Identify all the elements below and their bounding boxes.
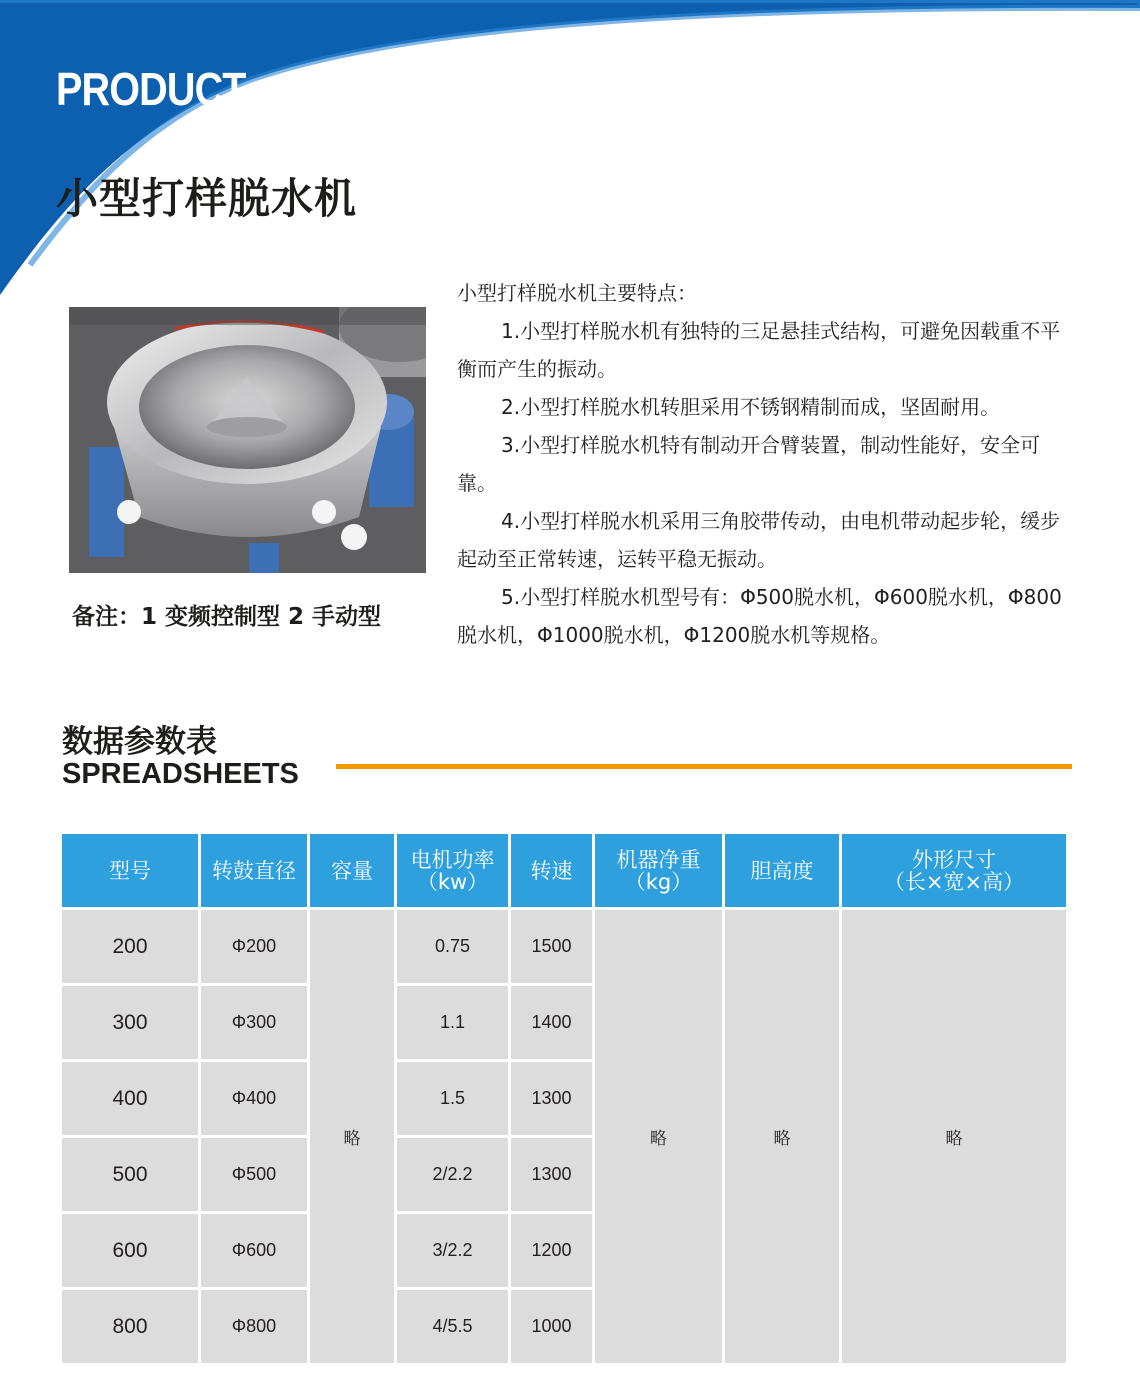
cell-model: 800 xyxy=(62,1290,198,1363)
cell-speed: 1300 xyxy=(511,1138,592,1211)
header-model: 型号 xyxy=(62,834,198,907)
cell-dims: 略 xyxy=(842,910,1066,1363)
cell-power: 1.5 xyxy=(397,1062,508,1135)
header-weight-unit: （kg） xyxy=(624,869,693,894)
header-weight xyxy=(595,834,722,907)
cell-speed: 1300 xyxy=(511,1062,592,1135)
cell-weight: 略 xyxy=(595,910,722,1363)
cell-drum: Φ200 xyxy=(201,910,307,983)
cell-model: 300 xyxy=(62,986,198,1059)
page-title: 小型打样脱水机 xyxy=(56,174,358,223)
table-header-row xyxy=(62,834,1066,907)
cell-power: 3/2.2 xyxy=(397,1214,508,1287)
cell-speed: 1200 xyxy=(511,1214,592,1287)
features-text xyxy=(457,274,1075,654)
dewatering-machine-illustration xyxy=(69,307,426,573)
feature-item: 1.小型打样脱水机有独特的三足悬挂式结构，可避免因载重不平衡而产生的振动。 xyxy=(457,319,1061,381)
product-note: 备注：1 变频控制型 2 手动型 xyxy=(72,604,382,630)
cell-drum: Φ500 xyxy=(201,1138,307,1211)
product-photo xyxy=(69,307,426,573)
header-dims-label: 外形尺寸 xyxy=(912,847,996,872)
cell-power: 0.75 xyxy=(397,910,508,983)
header-dims xyxy=(842,834,1066,907)
feature-item: 3.小型打样脱水机特有制动开合臂装置，制动性能好，安全可靠。 xyxy=(457,433,1041,495)
cell-model: 600 xyxy=(62,1214,198,1287)
cell-model: 500 xyxy=(62,1138,198,1211)
header-height: 胆高度 xyxy=(725,834,839,907)
cell-capacity: 略 xyxy=(310,910,394,1363)
cell-power: 2/2.2 xyxy=(397,1138,508,1211)
spec-table xyxy=(59,831,1069,1366)
table-row xyxy=(62,910,1066,983)
cell-drum: Φ300 xyxy=(201,986,307,1059)
feature-item: 2.小型打样脱水机转胆采用不锈钢精制而成，坚固耐用。 xyxy=(501,395,1001,419)
feature-item: 4.小型打样脱水机采用三角胶带传动，由电机带动起步轮，缓步起动至正常转速，运转平稳无振动。 xyxy=(457,509,1061,571)
header-power xyxy=(397,834,508,907)
cell-drum: Φ800 xyxy=(201,1290,307,1363)
cell-model: 200 xyxy=(62,910,198,983)
cell-speed: 1400 xyxy=(511,986,592,1059)
cell-power: 1.1 xyxy=(397,986,508,1059)
header-weight-label: 机器净重 xyxy=(616,847,701,872)
cell-speed: 1500 xyxy=(511,910,592,983)
cell-speed: 1000 xyxy=(511,1290,592,1363)
header-dims-unit: （长×宽×高） xyxy=(883,869,1025,894)
product-badge: PRODUCT xyxy=(56,63,246,115)
cell-model: 400 xyxy=(62,1062,198,1135)
header-power-label: 电机功率 xyxy=(410,847,495,872)
header-capacity: 容量 xyxy=(310,834,394,907)
spreadsheet-title-en: SPREADSHEETS xyxy=(62,758,299,790)
feature-item: 5.小型打样脱水机型号有：Φ500脱水机，Φ600脱水机，Φ800脱水机，Φ1000脱水机，Φ1200脱水机等规格。 xyxy=(457,585,1062,647)
header-power-unit: （kw） xyxy=(416,869,489,894)
cell-height: 略 xyxy=(725,910,839,1363)
cell-drum: Φ400 xyxy=(201,1062,307,1135)
cell-drum: Φ600 xyxy=(201,1214,307,1287)
cell-power: 4/5.5 xyxy=(397,1290,508,1363)
header-speed: 转速 xyxy=(511,834,592,907)
features-heading: 小型打样脱水机主要特点： xyxy=(457,281,697,305)
spreadsheet-title-cn: 数据参数表 xyxy=(62,724,217,760)
header-drum: 转鼓直径 xyxy=(201,834,307,907)
section-divider xyxy=(336,764,1072,769)
